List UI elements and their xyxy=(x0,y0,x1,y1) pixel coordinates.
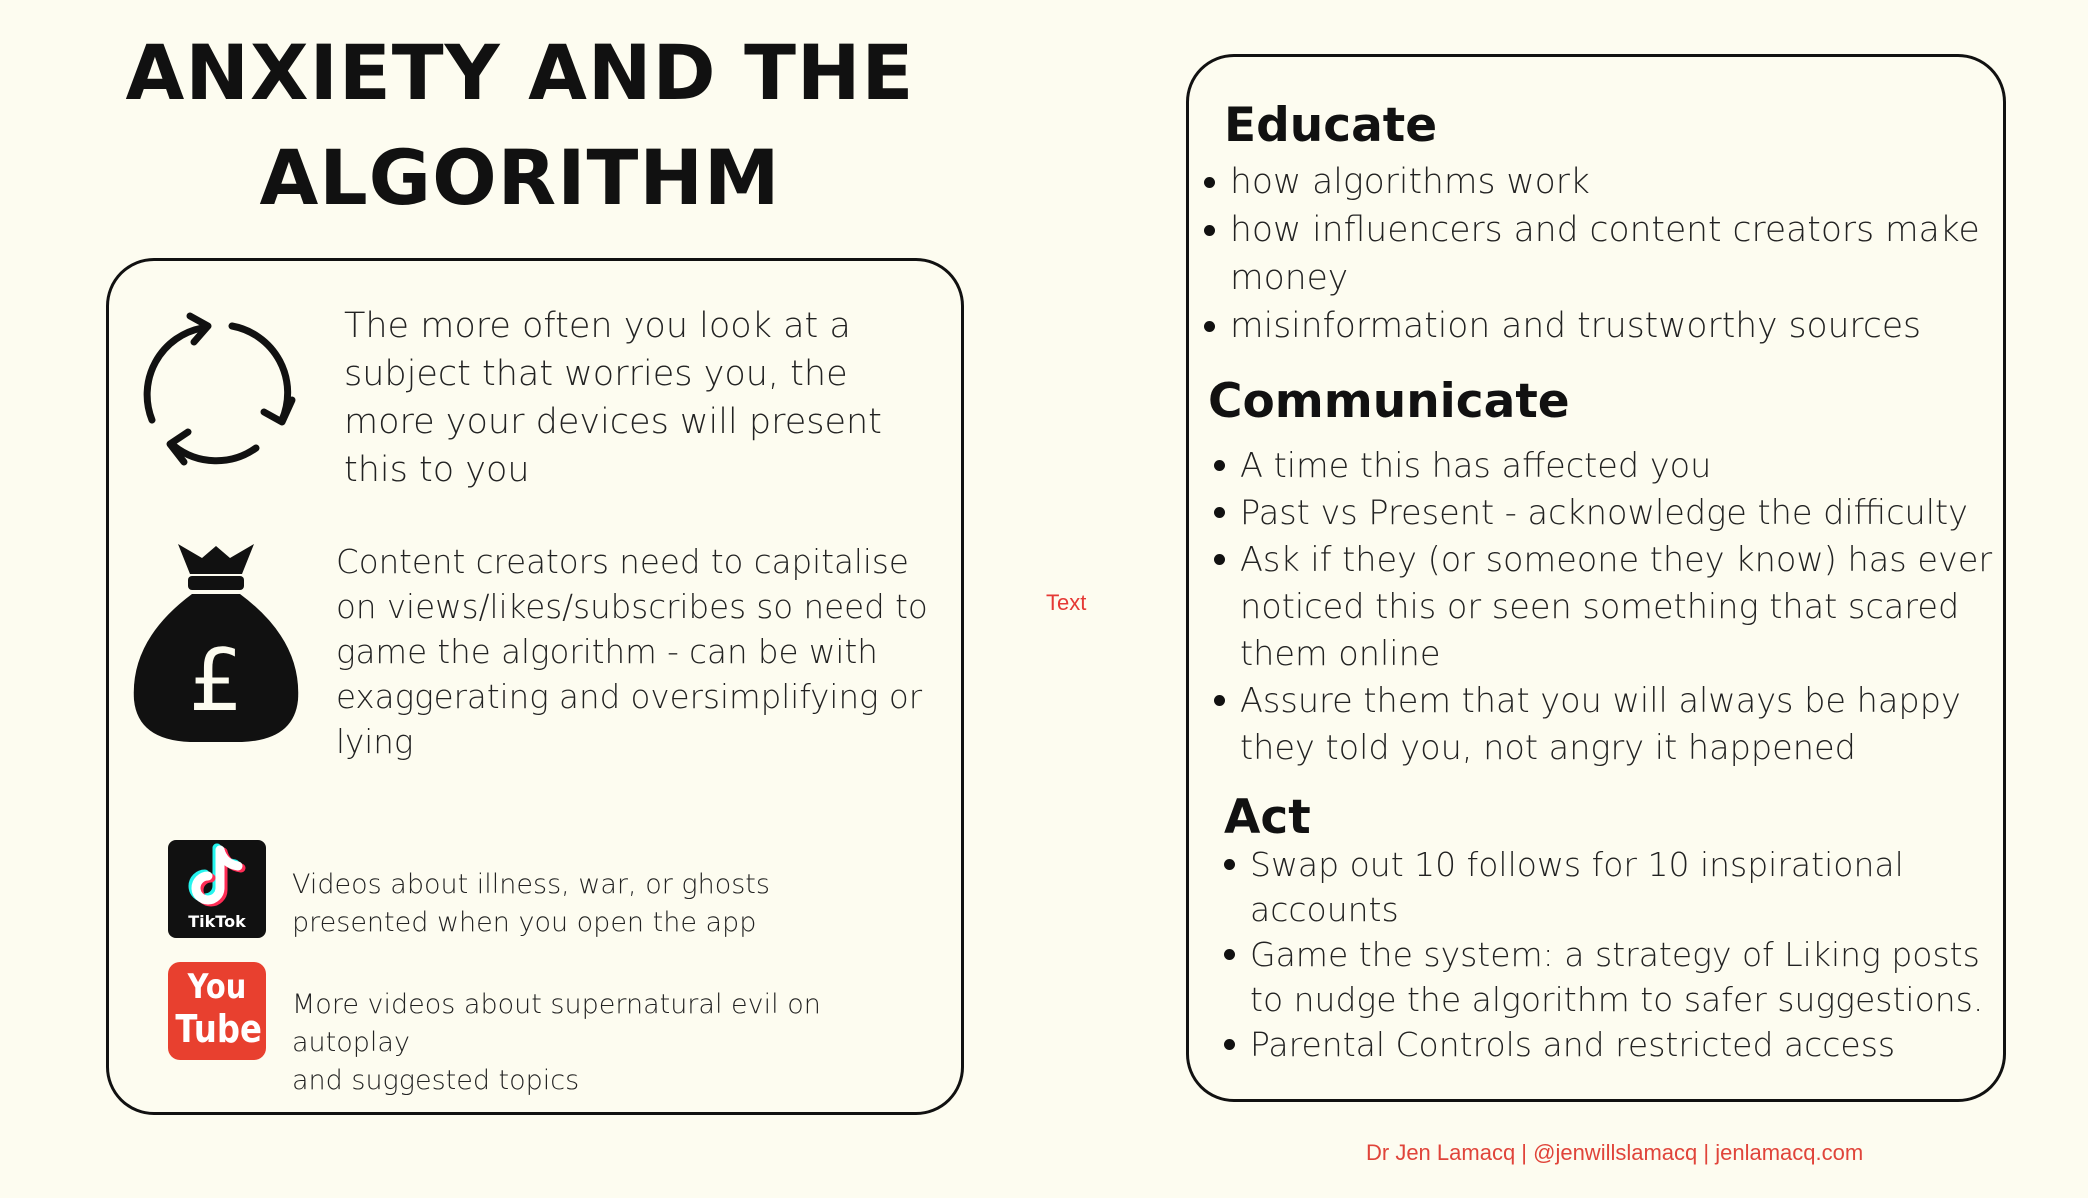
list-item: how algorithms work xyxy=(1198,158,1998,206)
youtube-description-line-1: More videos about supernatural evil on autoplay xyxy=(292,989,821,1058)
tiktok-logo-text: TikTok xyxy=(188,912,246,931)
communicate-list xyxy=(1208,442,1998,771)
act-list xyxy=(1218,842,1998,1067)
list-item: A time this has affected you xyxy=(1208,442,1998,489)
list-item: Assure them that you will always be happy they told you, not angry it happened xyxy=(1208,677,1998,771)
cycle-arrows-icon xyxy=(132,308,300,472)
list-item: Past vs Present - acknowledge the difficulty xyxy=(1208,489,1998,536)
title-line-2: ALGORITHM xyxy=(259,133,781,222)
tiktok-logo-icon xyxy=(168,840,266,938)
youtube-description-line-2: and suggested topics xyxy=(292,1065,580,1096)
tiktok-description-line-2: presented when you open the app xyxy=(292,907,757,938)
act-heading: Act xyxy=(1224,790,1311,845)
list-item: how influencers and content creators make money xyxy=(1198,206,1998,302)
list-item: Game the system: a strategy of Liking posts to nudge the algorithm to safer suggestions. xyxy=(1218,932,1998,1022)
author-footer: Dr Jen Lamacq | @jenwillslamacq | jenlamacq.com xyxy=(1366,1140,1864,1165)
tiktok-note-icon xyxy=(168,840,266,914)
youtube-logo-icon xyxy=(168,962,266,1060)
page-title xyxy=(0,20,1040,230)
list-item: Parental Controls and restricted access xyxy=(1218,1022,1998,1067)
youtube-logo-line-1: You xyxy=(187,967,247,1007)
list-item: Swap out 10 follows for 10 inspirational accounts xyxy=(1218,842,1998,932)
text-placeholder-marker[interactable]: Text xyxy=(1046,590,1087,615)
list-item: Ask if they (or someone they know) has ever noticed this or seen something that scared them online xyxy=(1208,536,1998,677)
educate-heading: Educate xyxy=(1224,98,1438,153)
youtube-description xyxy=(292,986,942,1100)
title-line-1: ANXIETY AND THE xyxy=(125,28,915,117)
content-creators-text: Content creators need to capitalise on views/likes/subscribes so need to game the algorithm - can be with exaggerating and oversimplifying or lying xyxy=(336,543,928,761)
tiktok-description-line-1: Videos about illness, war, or ghosts xyxy=(292,869,770,900)
svg-text:£: £ xyxy=(188,631,244,731)
communicate-heading: Communicate xyxy=(1208,374,1570,429)
list-item: misinformation and trustworthy sources xyxy=(1198,302,1998,350)
algorithm-loop-text: The more often you look at a subject that worries you, the more your devices will present this to you xyxy=(344,306,882,490)
youtube-logo-line-2: Tube xyxy=(175,1007,262,1051)
educate-list xyxy=(1198,158,1998,350)
money-bag-pound-icon xyxy=(130,540,302,745)
tiktok-description xyxy=(292,866,932,942)
